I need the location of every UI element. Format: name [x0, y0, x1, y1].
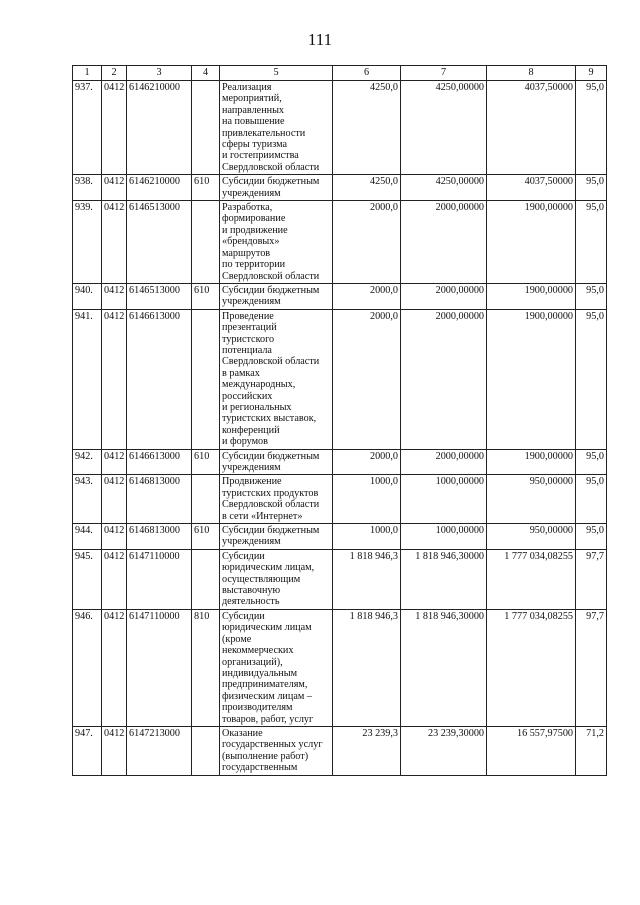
item-name-line: Свердловской области	[222, 499, 320, 511]
item-name-line: и форумов	[222, 436, 268, 448]
item-name-line: Субсидии	[222, 610, 265, 622]
item-name	[220, 449, 333, 475]
row-number: 946.	[73, 609, 102, 726]
target-code: 6146513000	[127, 201, 192, 284]
target-code: 6146210000	[127, 175, 192, 201]
table-row	[73, 524, 607, 550]
item-name-line: и продвижение	[222, 224, 288, 236]
expense-type	[192, 549, 220, 609]
item-name-line: Проведение	[222, 310, 274, 322]
expense-type	[192, 81, 220, 175]
item-name-line: Свердловской области	[222, 161, 320, 173]
table-row	[73, 175, 607, 201]
section-code: 0412	[102, 81, 127, 175]
item-name-line: презентаций	[222, 322, 277, 334]
expense-type: 610	[192, 449, 220, 475]
item-name	[220, 81, 333, 175]
item-name-line: формирование	[222, 213, 286, 225]
section-code: 0412	[102, 309, 127, 449]
target-code: 6146813000	[127, 524, 192, 550]
target-code: 6147213000	[127, 726, 192, 775]
item-name-line: Субсидии бюджетным	[222, 284, 320, 296]
row-number: 938.	[73, 175, 102, 201]
value-col6: 1 818 946,3	[333, 549, 401, 609]
percent-col9: 95,0	[576, 283, 607, 309]
column-header-1: 1	[73, 66, 102, 81]
section-code: 0412	[102, 524, 127, 550]
row-number: 939.	[73, 201, 102, 284]
table-body	[73, 81, 607, 776]
item-name	[220, 309, 333, 449]
item-name-line: на повышение	[222, 116, 285, 128]
expense-type: 610	[192, 524, 220, 550]
value-col7: 1000,00000	[401, 475, 487, 524]
row-number: 943.	[73, 475, 102, 524]
item-name-line: Субсидии бюджетным	[222, 525, 320, 537]
table-row	[73, 475, 607, 524]
row-number: 944.	[73, 524, 102, 550]
item-name-line: юридическим лицам	[222, 622, 312, 634]
value-col7: 23 239,30000	[401, 726, 487, 775]
value-col6: 1 818 946,3	[333, 609, 401, 726]
item-name-line: и региональных	[222, 401, 292, 413]
expense-type	[192, 726, 220, 775]
expense-type	[192, 475, 220, 524]
target-code: 6147110000	[127, 609, 192, 726]
item-name-line: физическим лицам –	[222, 690, 312, 702]
table-row	[73, 309, 607, 449]
item-name-line: юридическим лицам,	[222, 562, 315, 574]
target-code: 6146613000	[127, 309, 192, 449]
item-name-line: некоммерческих	[222, 645, 294, 657]
item-name-line: маршрутов	[222, 247, 271, 259]
item-name-line: товаров, работ, услуг	[222, 713, 314, 725]
percent-col9: 95,0	[576, 201, 607, 284]
value-col8: 16 557,97500	[487, 726, 576, 775]
item-name-line: осуществляющим	[222, 573, 301, 585]
item-name-line: Субсидии	[222, 550, 265, 562]
value-col8: 4037,50000	[487, 175, 576, 201]
column-header-8: 8	[487, 66, 576, 81]
value-col8: 1 777 034,08255	[487, 549, 576, 609]
value-col8: 950,00000	[487, 475, 576, 524]
item-name-line: туристских выставок,	[222, 413, 317, 425]
item-name-line: сферы туризма	[222, 139, 287, 151]
row-number: 941.	[73, 309, 102, 449]
section-code: 0412	[102, 449, 127, 475]
section-code: 0412	[102, 726, 127, 775]
target-code: 6146613000	[127, 449, 192, 475]
percent-col9: 97,7	[576, 609, 607, 726]
item-name-line: организаций),	[222, 656, 283, 668]
item-name-line: туристских продуктов	[222, 487, 319, 499]
value-col6: 2000,0	[333, 201, 401, 284]
value-col7: 4250,00000	[401, 81, 487, 175]
value-col8: 1900,00000	[487, 449, 576, 475]
item-name-line: Субсидии бюджетным	[222, 176, 320, 188]
value-col6: 1000,0	[333, 524, 401, 550]
value-col8: 1 777 034,08255	[487, 609, 576, 726]
value-col7: 2000,00000	[401, 201, 487, 284]
table-row	[73, 449, 607, 475]
item-name-line: мероприятий,	[222, 93, 282, 105]
item-name-line: предпринимателям,	[222, 679, 308, 691]
value-col6: 2000,0	[333, 283, 401, 309]
row-number: 945.	[73, 549, 102, 609]
item-name-line: учреждениям	[222, 296, 281, 308]
row-number: 937.	[73, 81, 102, 175]
value-col8: 950,00000	[487, 524, 576, 550]
item-name	[220, 175, 333, 201]
column-header-4: 4	[192, 66, 220, 81]
item-name-line: туристского	[222, 333, 275, 345]
item-name	[220, 549, 333, 609]
item-name	[220, 201, 333, 284]
item-name-line: деятельность	[222, 596, 280, 608]
item-name	[220, 609, 333, 726]
row-number: 942.	[73, 449, 102, 475]
item-name-line: потенциала	[222, 344, 272, 356]
item-name-line: учреждениям	[222, 187, 281, 199]
section-code: 0412	[102, 609, 127, 726]
value-col6: 2000,0	[333, 449, 401, 475]
expense-type: 610	[192, 283, 220, 309]
item-name-line: Субсидии бюджетным	[222, 450, 320, 462]
value-col6: 4250,0	[333, 175, 401, 201]
item-name-line: выставочную	[222, 585, 281, 597]
item-name-line: индивидуальным	[222, 667, 298, 679]
value-col7: 4250,00000	[401, 175, 487, 201]
table-row	[73, 201, 607, 284]
item-name-line: привлекательности	[222, 127, 306, 139]
value-col8: 1900,00000	[487, 201, 576, 284]
item-name-line: в рамках	[222, 367, 260, 379]
item-name-line: по территории	[222, 259, 286, 271]
table-row	[73, 81, 607, 175]
percent-col9: 95,0	[576, 475, 607, 524]
item-name	[220, 283, 333, 309]
percent-col9: 97,7	[576, 549, 607, 609]
column-header-9: 9	[576, 66, 607, 81]
item-name-line: учреждениям	[222, 536, 281, 548]
target-code: 6146210000	[127, 81, 192, 175]
column-header-3: 3	[127, 66, 192, 81]
value-col7: 1000,00000	[401, 524, 487, 550]
column-header-6: 6	[333, 66, 401, 81]
table-row	[73, 283, 607, 309]
page-number: 111	[307, 30, 333, 49]
percent-col9: 71,2	[576, 726, 607, 775]
expense-type: 610	[192, 175, 220, 201]
item-name	[220, 524, 333, 550]
target-code: 6146813000	[127, 475, 192, 524]
item-name-line: и гостеприимства	[222, 150, 299, 162]
column-header-7: 7	[401, 66, 487, 81]
section-code: 0412	[102, 475, 127, 524]
value-col7: 2000,00000	[401, 449, 487, 475]
value-col6: 1000,0	[333, 475, 401, 524]
item-name-line: «брендовых»	[222, 236, 280, 248]
item-name-line: государственных услуг	[222, 739, 323, 751]
item-name-line: Свердловской области	[222, 356, 320, 368]
target-code: 6146513000	[127, 283, 192, 309]
item-name-line: Разработка,	[222, 202, 273, 214]
value-col7: 2000,00000	[401, 309, 487, 449]
value-col6: 4250,0	[333, 81, 401, 175]
row-number: 947.	[73, 726, 102, 775]
item-name-line: (кроме	[222, 633, 252, 645]
item-name-line: государственным	[222, 762, 298, 774]
table-row	[73, 726, 607, 775]
percent-col9: 95,0	[576, 449, 607, 475]
section-code: 0412	[102, 549, 127, 609]
value-col7: 1 818 946,30000	[401, 549, 487, 609]
item-name-line: Свердловской области	[222, 270, 320, 282]
item-name-line: в сети «Интернет»	[222, 510, 303, 522]
value-col8: 1900,00000	[487, 283, 576, 309]
expense-type: 810	[192, 609, 220, 726]
item-name-line: направленных	[222, 104, 285, 116]
value-col6: 2000,0	[333, 309, 401, 449]
percent-col9: 95,0	[576, 175, 607, 201]
item-name-line: Продвижение	[222, 476, 282, 488]
item-name-line: учреждениям	[222, 462, 281, 473]
item-name-line: (выполнение работ)	[222, 750, 309, 762]
value-col7: 2000,00000	[401, 283, 487, 309]
value-col8: 1900,00000	[487, 309, 576, 449]
percent-col9: 95,0	[576, 81, 607, 175]
item-name-line: международных,	[222, 379, 296, 391]
section-code: 0412	[102, 175, 127, 201]
header-row	[73, 66, 607, 81]
item-name-line: Оказание	[222, 727, 263, 739]
target-code: 6147110000	[127, 549, 192, 609]
item-name	[220, 726, 333, 775]
percent-col9: 95,0	[576, 309, 607, 449]
percent-col9: 95,0	[576, 524, 607, 550]
table-row	[73, 609, 607, 726]
expense-type	[192, 309, 220, 449]
budget-table	[72, 65, 607, 776]
value-col7: 1 818 946,30000	[401, 609, 487, 726]
item-name-line: конференций	[222, 424, 280, 436]
column-header-2: 2	[102, 66, 127, 81]
value-col6: 23 239,3	[333, 726, 401, 775]
expense-type	[192, 201, 220, 284]
column-header-5: 5	[220, 66, 333, 81]
item-name-line: Реализация	[222, 82, 272, 93]
table-row	[73, 549, 607, 609]
item-name-line: российских	[222, 390, 273, 402]
value-col8: 4037,50000	[487, 81, 576, 175]
item-name	[220, 475, 333, 524]
section-code: 0412	[102, 201, 127, 284]
item-name-line: производителям	[222, 702, 293, 714]
section-code: 0412	[102, 283, 127, 309]
row-number: 940.	[73, 283, 102, 309]
